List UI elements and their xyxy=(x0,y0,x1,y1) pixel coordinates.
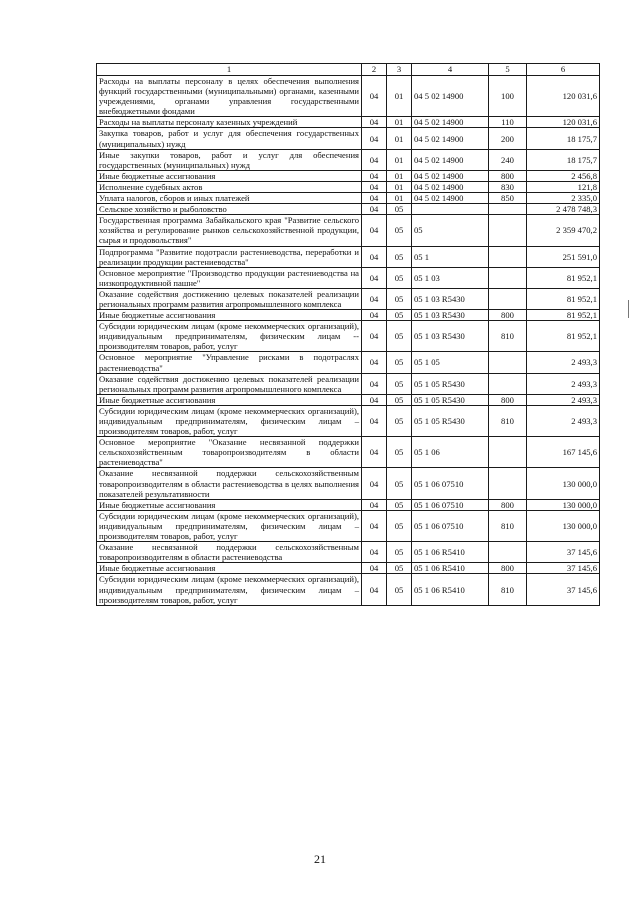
row-expense-type-cell: 800 xyxy=(489,499,527,510)
row-section-cell: 04 xyxy=(362,149,387,170)
row-section-cell: 04 xyxy=(362,76,387,117)
row-amount-cell: 130 000,0 xyxy=(527,468,600,499)
row-name-cell: Сельское хозяйство и рыболовство xyxy=(97,204,362,215)
row-name-cell: Основное мероприятие "Производство продукции растениеводства на низкопродуктивной пашне" xyxy=(97,267,362,288)
row-expense-type-cell: 810 xyxy=(489,321,527,352)
row-target-article-cell: 05 1 xyxy=(412,246,489,267)
row-expense-type-cell: 800 xyxy=(489,310,527,321)
row-subsection-cell: 05 xyxy=(387,499,412,510)
row-expense-type-cell: 110 xyxy=(489,117,527,128)
row-amount-cell: 81 952,1 xyxy=(527,288,600,309)
row-expense-type-cell: 810 xyxy=(489,510,527,541)
row-target-article-cell: 04 5 02 14900 xyxy=(412,193,489,204)
row-subsection-cell: 05 xyxy=(387,468,412,499)
row-subsection-cell: 05 xyxy=(387,267,412,288)
row-section-cell: 04 xyxy=(362,468,387,499)
row-target-article-cell: 05 1 03 R5430 xyxy=(412,310,489,321)
row-section-cell: 04 xyxy=(362,128,387,149)
table-row xyxy=(97,321,600,352)
table-row xyxy=(97,117,600,128)
row-name-cell: Субсидии юридическим лицам (кроме некоммерческих организаций), индивидуальным предпринимателям, физическим лицам -- производителям товаров, работ, услуг xyxy=(97,321,362,352)
row-name-cell: Расходы на выплаты персоналу в целях обеспечения выполнения функций государственными (муниципальными) органами, казенными учреждениями, органами управления государственными внебюджетными фондами xyxy=(97,76,362,117)
table-row xyxy=(97,181,600,192)
row-subsection-cell: 01 xyxy=(387,128,412,149)
table-row xyxy=(97,215,600,246)
row-expense-type-cell: 100 xyxy=(489,76,527,117)
header-cell-section: 2 xyxy=(362,64,387,76)
row-expense-type-cell xyxy=(489,267,527,288)
row-section-cell: 04 xyxy=(362,181,387,192)
margin-mark xyxy=(628,300,629,318)
table-row xyxy=(97,510,600,541)
row-expense-type-cell xyxy=(489,373,527,394)
row-amount-cell: 2 493,3 xyxy=(527,373,600,394)
row-name-cell: Оказание содействия достижению целевых показателей реализации региональных программ развития агропромышленного комплекса xyxy=(97,373,362,394)
header-cell-target-article: 4 xyxy=(412,64,489,76)
row-expense-type-cell: 240 xyxy=(489,149,527,170)
table-row xyxy=(97,149,600,170)
row-amount-cell: 18 175,7 xyxy=(527,128,600,149)
row-expense-type-cell: 810 xyxy=(489,405,527,436)
row-target-article-cell: 05 1 05 R5430 xyxy=(412,373,489,394)
row-section-cell: 04 xyxy=(362,574,387,605)
row-subsection-cell: 05 xyxy=(387,542,412,563)
row-amount-cell: 2 478 748,3 xyxy=(527,204,600,215)
row-target-article-cell: 04 5 02 14900 xyxy=(412,117,489,128)
table-row xyxy=(97,542,600,563)
row-amount-cell: 120 031,6 xyxy=(527,76,600,117)
row-subsection-cell: 05 xyxy=(387,215,412,246)
row-subsection-cell: 05 xyxy=(387,373,412,394)
budget-table xyxy=(96,63,600,606)
header-cell-expense-type: 5 xyxy=(489,64,527,76)
row-name-cell: Оказание несвязанной поддержки сельскохозяйственным товаропроизводителям в области растениеводства xyxy=(97,542,362,563)
row-name-cell: Исполнение судебных актов xyxy=(97,181,362,192)
row-subsection-cell: 05 xyxy=(387,246,412,267)
row-subsection-cell: 01 xyxy=(387,170,412,181)
row-amount-cell: 2 456,8 xyxy=(527,170,600,181)
table-row xyxy=(97,437,600,468)
row-amount-cell: 2 335,0 xyxy=(527,193,600,204)
row-subsection-cell: 01 xyxy=(387,181,412,192)
row-section-cell: 04 xyxy=(362,321,387,352)
row-subsection-cell: 05 xyxy=(387,437,412,468)
budget-table-container xyxy=(96,63,599,606)
row-section-cell: 04 xyxy=(362,170,387,181)
row-expense-type-cell: 800 xyxy=(489,563,527,574)
table-row xyxy=(97,310,600,321)
row-section-cell: 04 xyxy=(362,394,387,405)
row-target-article-cell: 04 5 02 14900 xyxy=(412,149,489,170)
row-target-article-cell: 04 5 02 14900 xyxy=(412,181,489,192)
row-name-cell: Подпрограмма "Развитие подотрасли растениеводства, переработки и реализации продукции растениеводства" xyxy=(97,246,362,267)
row-target-article-cell: 05 1 06 R5410 xyxy=(412,563,489,574)
row-section-cell: 04 xyxy=(362,510,387,541)
row-target-article-cell: 05 1 06 07510 xyxy=(412,468,489,499)
header-cell-subsection: 3 xyxy=(387,64,412,76)
table-row xyxy=(97,405,600,436)
row-section-cell: 04 xyxy=(362,563,387,574)
row-name-cell: Иные бюджетные ассигнования xyxy=(97,310,362,321)
row-target-article-cell: 05 1 03 xyxy=(412,267,489,288)
row-expense-type-cell xyxy=(489,246,527,267)
row-section-cell: 04 xyxy=(362,310,387,321)
row-target-article-cell: 04 5 02 14900 xyxy=(412,128,489,149)
row-name-cell: Основное мероприятие "Управление рисками в подотраслях растениеводства" xyxy=(97,352,362,373)
row-amount-cell: 2 493,3 xyxy=(527,352,600,373)
row-target-article-cell: 05 1 06 07510 xyxy=(412,510,489,541)
row-target-article-cell: 05 1 06 07510 xyxy=(412,499,489,510)
table-row xyxy=(97,246,600,267)
row-name-cell: Государственная программа Забайкальского края "Развитие сельского хозяйства и регулирование рынков сельскохозяйственной продукции, сырья и продовольствия" xyxy=(97,215,362,246)
row-subsection-cell: 05 xyxy=(387,288,412,309)
row-section-cell: 04 xyxy=(362,405,387,436)
row-expense-type-cell: 800 xyxy=(489,394,527,405)
table-row xyxy=(97,563,600,574)
row-subsection-cell: 05 xyxy=(387,574,412,605)
page-number: 21 xyxy=(314,852,326,866)
row-expense-type-cell xyxy=(489,288,527,309)
row-section-cell: 04 xyxy=(362,288,387,309)
row-section-cell: 04 xyxy=(362,267,387,288)
row-amount-cell: 130 000,0 xyxy=(527,510,600,541)
row-target-article-cell: 05 1 03 R5430 xyxy=(412,288,489,309)
row-target-article-cell: 04 5 02 14900 xyxy=(412,76,489,117)
row-section-cell: 04 xyxy=(362,352,387,373)
table-row xyxy=(97,288,600,309)
row-section-cell: 04 xyxy=(362,204,387,215)
row-expense-type-cell xyxy=(489,215,527,246)
row-subsection-cell: 05 xyxy=(387,563,412,574)
row-amount-cell: 37 145,6 xyxy=(527,542,600,563)
header-cell-amount: 6 xyxy=(527,64,600,76)
row-target-article-cell: 05 1 05 R5430 xyxy=(412,405,489,436)
row-expense-type-cell xyxy=(489,352,527,373)
row-amount-cell: 130 000,0 xyxy=(527,499,600,510)
row-name-cell: Закупка товаров, работ и услуг для обеспечения государственных (муниципальных) нужд xyxy=(97,128,362,149)
row-expense-type-cell xyxy=(489,468,527,499)
row-target-article-cell: 05 1 05 xyxy=(412,352,489,373)
table-header-row xyxy=(97,64,600,76)
row-expense-type-cell: 810 xyxy=(489,574,527,605)
row-target-article-cell: 05 1 05 R5430 xyxy=(412,394,489,405)
row-subsection-cell: 05 xyxy=(387,394,412,405)
row-amount-cell: 120 031,6 xyxy=(527,117,600,128)
row-amount-cell: 81 952,1 xyxy=(527,321,600,352)
row-subsection-cell: 05 xyxy=(387,310,412,321)
row-amount-cell: 37 145,6 xyxy=(527,574,600,605)
table-row xyxy=(97,468,600,499)
table-row xyxy=(97,204,600,215)
row-name-cell: Субсидии юридическим лицам (кроме некоммерческих организаций), индивидуальным предпринимателям, физическим лицам – производителям товаров, работ, услуг xyxy=(97,574,362,605)
row-name-cell: Иные бюджетные ассигнования xyxy=(97,563,362,574)
row-target-article-cell: 04 5 02 14900 xyxy=(412,170,489,181)
row-subsection-cell: 01 xyxy=(387,117,412,128)
row-subsection-cell: 05 xyxy=(387,321,412,352)
row-subsection-cell: 05 xyxy=(387,204,412,215)
row-name-cell: Уплата налогов, сборов и иных платежей xyxy=(97,193,362,204)
row-amount-cell: 251 591,0 xyxy=(527,246,600,267)
row-expense-type-cell xyxy=(489,437,527,468)
table-row xyxy=(97,267,600,288)
row-expense-type-cell: 200 xyxy=(489,128,527,149)
row-amount-cell: 121,8 xyxy=(527,181,600,192)
table-row xyxy=(97,352,600,373)
row-amount-cell: 81 952,1 xyxy=(527,267,600,288)
row-target-article-cell: 05 1 06 R5410 xyxy=(412,542,489,563)
row-subsection-cell: 01 xyxy=(387,149,412,170)
row-name-cell: Иные бюджетные ассигнования xyxy=(97,394,362,405)
row-subsection-cell: 01 xyxy=(387,193,412,204)
row-name-cell: Иные бюджетные ассигнования xyxy=(97,499,362,510)
row-amount-cell: 2 359 470,2 xyxy=(527,215,600,246)
row-expense-type-cell xyxy=(489,542,527,563)
row-subsection-cell: 05 xyxy=(387,510,412,541)
row-expense-type-cell: 830 xyxy=(489,181,527,192)
row-name-cell: Расходы на выплаты персоналу казенных учреждений xyxy=(97,117,362,128)
row-amount-cell: 37 145,6 xyxy=(527,563,600,574)
row-section-cell: 04 xyxy=(362,215,387,246)
row-name-cell: Основное мероприятие "Оказание несвязанной поддержки сельскохозяйственным товаропроизводителям в области растениеводства" xyxy=(97,437,362,468)
row-subsection-cell: 05 xyxy=(387,405,412,436)
table-row xyxy=(97,193,600,204)
row-name-cell: Субсидии юридическим лицам (кроме некоммерческих организаций), индивидуальным предпринимателям, физическим лицам – производителям товаров, работ, услуг xyxy=(97,510,362,541)
table-row xyxy=(97,76,600,117)
row-amount-cell: 2 493,3 xyxy=(527,394,600,405)
row-name-cell: Оказание несвязанной поддержки сельскохозяйственным товаропроизводителям в области растениеводства в целях выполнения показателей результативности xyxy=(97,468,362,499)
row-amount-cell: 81 952,1 xyxy=(527,310,600,321)
row-amount-cell: 2 493,3 xyxy=(527,405,600,436)
row-expense-type-cell: 850 xyxy=(489,193,527,204)
row-section-cell: 04 xyxy=(362,193,387,204)
row-section-cell: 04 xyxy=(362,373,387,394)
row-target-article-cell: 05 xyxy=(412,215,489,246)
row-subsection-cell: 05 xyxy=(387,352,412,373)
row-target-article-cell xyxy=(412,204,489,215)
row-section-cell: 04 xyxy=(362,246,387,267)
row-section-cell: 04 xyxy=(362,437,387,468)
row-target-article-cell: 05 1 06 xyxy=(412,437,489,468)
table-row xyxy=(97,499,600,510)
row-expense-type-cell: 800 xyxy=(489,170,527,181)
table-row xyxy=(97,373,600,394)
row-amount-cell: 18 175,7 xyxy=(527,149,600,170)
table-row xyxy=(97,128,600,149)
row-name-cell: Иные бюджетные ассигнования xyxy=(97,170,362,181)
row-target-article-cell: 05 1 06 R5410 xyxy=(412,574,489,605)
row-name-cell: Оказание содействия достижению целевых показателей реализации региональных программ развития агропромышленного комплекса xyxy=(97,288,362,309)
row-expense-type-cell xyxy=(489,204,527,215)
header-cell-name: 1 xyxy=(97,64,362,76)
row-name-cell: Иные закупки товаров, работ и услуг для обеспечения государственных (муниципальных) нужд xyxy=(97,149,362,170)
table-row xyxy=(97,574,600,605)
table-row xyxy=(97,394,600,405)
row-section-cell: 04 xyxy=(362,542,387,563)
row-amount-cell: 167 145,6 xyxy=(527,437,600,468)
row-subsection-cell: 01 xyxy=(387,76,412,117)
row-target-article-cell: 05 1 03 R5430 xyxy=(412,321,489,352)
row-section-cell: 04 xyxy=(362,499,387,510)
table-row xyxy=(97,170,600,181)
row-section-cell: 04 xyxy=(362,117,387,128)
row-name-cell: Субсидии юридическим лицам (кроме некоммерческих организаций), индивидуальным предпринимателям, физическим лицам – производителям товаров, работ, услуг xyxy=(97,405,362,436)
